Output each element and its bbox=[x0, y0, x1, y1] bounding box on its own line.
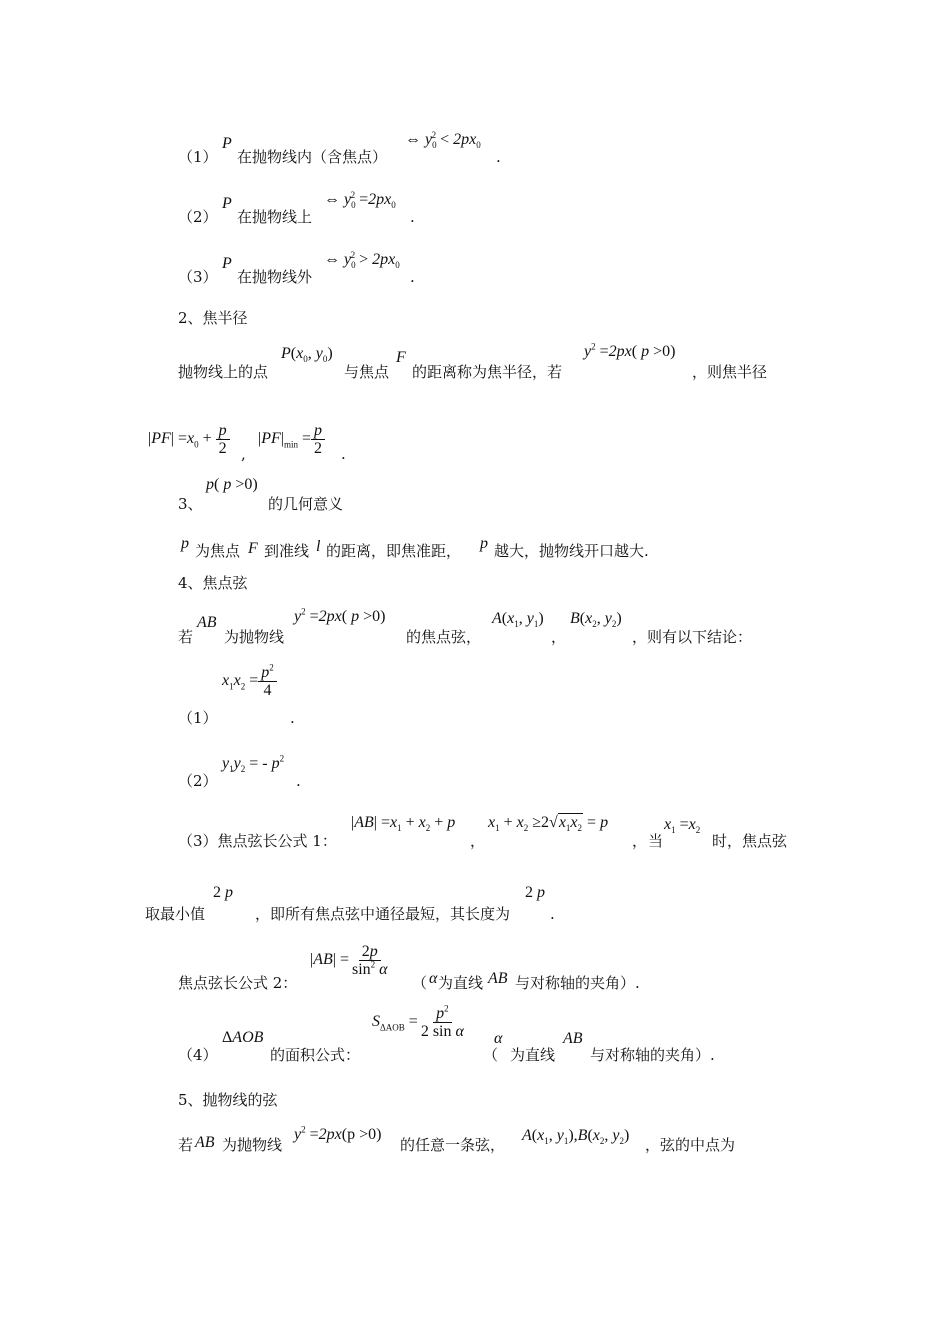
math-points-ab: $A(x_1$, $y_1),B(x_2$, $y_2$) bbox=[522, 1127, 630, 1147]
math-parabola: $y^2 =2px$( p >0) bbox=[294, 606, 386, 625]
math-p: P bbox=[222, 195, 232, 212]
math-min-radius: $|PF|_{min}$ = $\frac{p}{2}$ bbox=[258, 422, 325, 457]
math-point-p: $P(x_0$, $y_0$) bbox=[281, 345, 333, 365]
math-equal-x: $x_1 =x_2$ bbox=[664, 816, 701, 836]
conclusion3-text: （3）焦点弦长公式 1： bbox=[178, 832, 337, 850]
conclusion4-text: 的面积公式： bbox=[270, 1046, 361, 1064]
math-focus-f: F bbox=[396, 349, 406, 366]
sec2-text-c: 的距离称为焦半径，若 bbox=[412, 363, 563, 381]
sec5-text-b: 为抛物线 bbox=[222, 1136, 283, 1154]
math-parabola: $y^2 =2px(p >0)$ bbox=[294, 1124, 382, 1143]
math-p: P bbox=[222, 135, 232, 152]
item1-label: （1） bbox=[178, 148, 218, 166]
math-chord-length: $|AB| =x_1 + x_2 + p$ bbox=[351, 814, 456, 834]
math-area: $S_{\Delta AOB}$ = $\frac{p^2}{\text{2 sin α}}$ bbox=[372, 1003, 464, 1040]
math-point-b: $B(x_2$, $y_2$) bbox=[570, 610, 622, 630]
sec3-text-3: 的距离，即焦准距， bbox=[326, 542, 462, 560]
math-outside: ⇔ $y_0^2 > 2px_0$ bbox=[324, 249, 400, 271]
conclusion3-latus: ，即所有焦点弦中通径最短，其长度为 bbox=[255, 905, 511, 923]
math-p: P bbox=[222, 255, 232, 272]
conclusion3-min: 取最小值 bbox=[145, 905, 206, 923]
math-on: ⇔ $y_0^2 =2px_0$ bbox=[324, 189, 396, 211]
item2-text: 在抛物线上 bbox=[237, 208, 313, 226]
sec4-intro-b: 为抛物线 bbox=[224, 628, 285, 646]
math-triangle-aob: ΔAOB bbox=[222, 1029, 264, 1046]
math-p-condition: p( p >0) bbox=[206, 476, 258, 493]
conclusion3-when: 当 bbox=[648, 832, 664, 850]
math-inequality: $x_1 + x_2 \ge 2√x_1x_2 = p$ bbox=[488, 814, 609, 834]
sec4-intro-c: 的焦点弦， bbox=[406, 628, 482, 646]
sec3-text-1: 为焦点 bbox=[195, 542, 241, 560]
math-parabola: $y^2 =2px$( p >0) bbox=[584, 341, 676, 360]
sec3-text-2: 到准线 bbox=[264, 542, 310, 560]
sec4-intro-d: ，则有以下结论： bbox=[632, 628, 753, 646]
section2-heading: 2、焦半径 bbox=[178, 309, 248, 327]
math-focal-radius: $|PF| =x_0$ + $\frac{p}{2}$ bbox=[148, 422, 230, 457]
section3-heading-b: 的几何意义 bbox=[268, 495, 344, 513]
section5-heading: 5、抛物线的弦 bbox=[178, 1091, 278, 1109]
sec5-text-a: 若 bbox=[178, 1136, 194, 1154]
sec5-text-d: ，弦的中点为 bbox=[645, 1136, 736, 1154]
item3-label: （3） bbox=[178, 268, 218, 286]
conclusion2-label: （2） bbox=[178, 772, 218, 790]
section3-heading: 3、 bbox=[178, 495, 203, 513]
conclusion3-then: 时，焦点弦 bbox=[712, 832, 788, 850]
sec4-intro-a: 若 bbox=[178, 628, 194, 646]
sec2-text-b: 与焦点 bbox=[344, 363, 390, 381]
math-y1y2: $y_1y_2$ = - $p^2$ bbox=[222, 753, 285, 775]
sec3-text-4: 越大，抛物线开口越大. bbox=[494, 542, 649, 560]
conclusion4-label: （4） bbox=[178, 1046, 218, 1064]
sec5-text-c: 的任意一条弦， bbox=[400, 1136, 506, 1154]
math-chord-angle: |AB| = $\frac{2p}{\sin^2 \alpha}$ bbox=[310, 943, 388, 978]
conclusion1-label: （1） bbox=[178, 709, 218, 727]
item2-label: （2） bbox=[178, 208, 218, 226]
sec2-text-a: 抛物线上的点 bbox=[178, 363, 269, 381]
formula2-text: 焦点弦长公式 2： bbox=[178, 974, 298, 992]
sec2-text-d: ，则焦半径 bbox=[692, 363, 768, 381]
math-point-a: $A(x_1$, $y_1$) bbox=[492, 610, 544, 630]
section4-heading: 4、焦点弦 bbox=[178, 574, 248, 592]
item3-text: 在抛物线外 bbox=[237, 268, 313, 286]
item1-text: 在抛物线内（含焦点） bbox=[237, 148, 388, 166]
math-inside: ⇔ $y_0^2 < 2px_0$ bbox=[405, 129, 481, 151]
math-x1x2: $x_1x_2$ = $\frac{p^2}{4}$ bbox=[222, 664, 277, 699]
